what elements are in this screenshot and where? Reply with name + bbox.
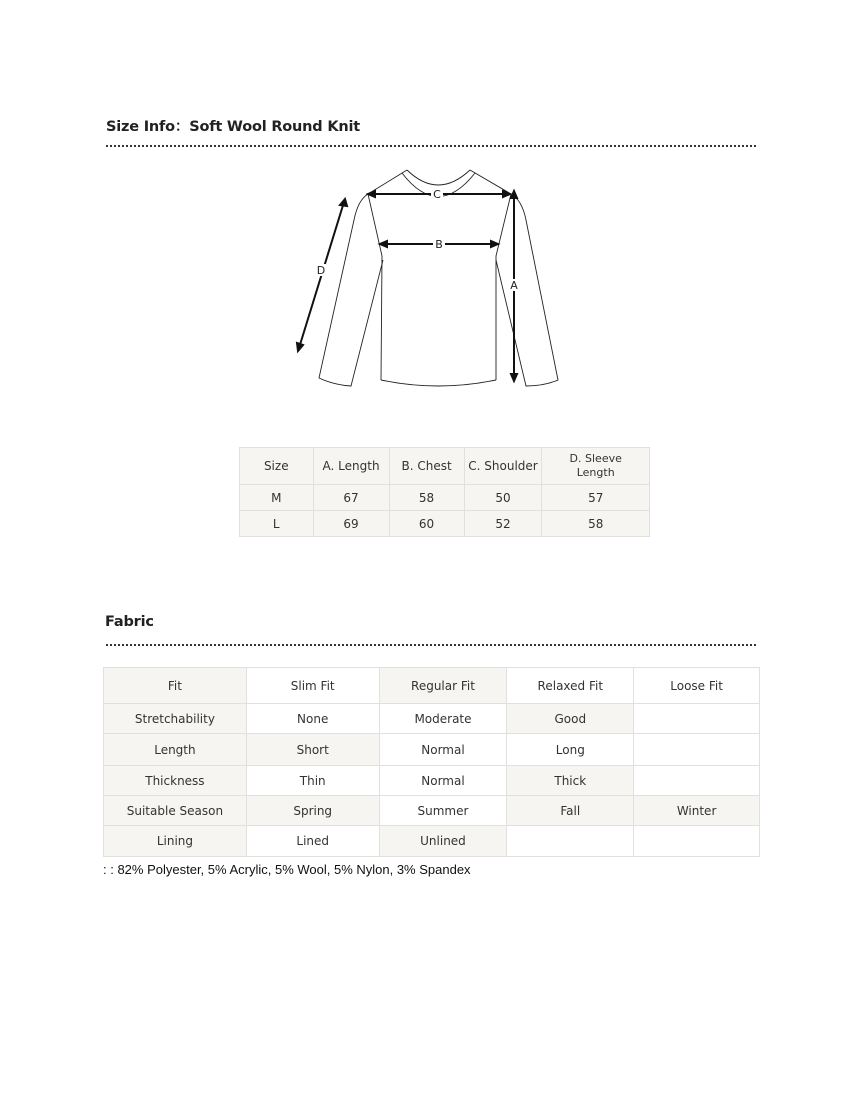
cell-length: 67 <box>313 485 389 511</box>
size-info-title: Size Info：Soft Wool Round Knit <box>106 119 360 135</box>
divider <box>106 644 756 646</box>
option-cell <box>634 826 760 857</box>
option-cell-selected: Unlined <box>379 826 507 857</box>
option-cell <box>507 826 634 857</box>
option-cell <box>634 704 760 734</box>
cell-chest: 60 <box>389 511 464 537</box>
size-table <box>239 447 650 537</box>
row-label: Suitable Season <box>104 796 247 826</box>
option-cell-selected: Fall <box>507 796 634 826</box>
option-cell-selected: Thick <box>507 766 634 796</box>
option-cell: Normal <box>379 766 507 796</box>
option-cell-selected: Winter <box>634 796 760 826</box>
option-cell: Lined <box>246 826 379 857</box>
option-cell: Long <box>507 734 634 766</box>
label-d: D <box>316 264 326 277</box>
cell-shoulder: 50 <box>464 485 542 511</box>
option-cell <box>634 766 760 796</box>
cell-size: L <box>240 511 314 537</box>
fabric-table <box>103 667 760 857</box>
option-cell: Normal <box>379 734 507 766</box>
fabric-composition: : : 82% Polyester, 5% Acrylic, 5% Wool, 5% Nylon, 3% Spandex <box>103 862 471 877</box>
fabric-row-length <box>104 734 760 766</box>
header-shoulder: C. Shoulder <box>464 448 542 485</box>
fabric-row-thickness <box>104 766 760 796</box>
table-row <box>240 485 650 511</box>
option-cell: Summer <box>379 796 507 826</box>
header-length: A. Length <box>313 448 389 485</box>
option-cell-selected: Short <box>246 734 379 766</box>
option-cell: Relaxed Fit <box>507 668 634 704</box>
row-label: Length <box>104 734 247 766</box>
cell-sleeve-length: 58 <box>542 511 650 537</box>
label-a: A <box>510 279 518 292</box>
divider <box>106 145 756 147</box>
cell-shoulder: 52 <box>464 511 542 537</box>
option-cell: Slim Fit <box>246 668 379 704</box>
sweater-diagram-icon <box>290 160 570 395</box>
row-label: Stretchability <box>104 704 247 734</box>
header-size: Size <box>240 448 314 485</box>
fabric-title: Fabric <box>105 614 154 630</box>
option-cell: None <box>246 704 379 734</box>
fabric-row-fit <box>104 668 760 704</box>
row-label: Fit <box>104 668 247 704</box>
option-cell: Thin <box>246 766 379 796</box>
option-cell: Loose Fit <box>634 668 760 704</box>
option-cell-selected: Spring <box>246 796 379 826</box>
cell-size: M <box>240 485 314 511</box>
fabric-row-season <box>104 796 760 826</box>
cell-chest: 58 <box>389 485 464 511</box>
size-table-header <box>240 448 650 485</box>
header-sleeve-length: D. Sleeve Length <box>542 448 650 485</box>
row-label: Lining <box>104 826 247 857</box>
table-row <box>240 511 650 537</box>
label-c: C <box>433 188 441 201</box>
fabric-row-stretchability <box>104 704 760 734</box>
option-cell-selected: Good <box>507 704 634 734</box>
label-b: B <box>435 238 443 251</box>
row-label: Thickness <box>104 766 247 796</box>
header-chest: B. Chest <box>389 448 464 485</box>
option-cell: Moderate <box>379 704 507 734</box>
option-cell <box>634 734 760 766</box>
fabric-row-lining <box>104 826 760 857</box>
cell-sleeve-length: 57 <box>542 485 650 511</box>
option-cell-selected: Regular Fit <box>379 668 507 704</box>
cell-length: 69 <box>313 511 389 537</box>
